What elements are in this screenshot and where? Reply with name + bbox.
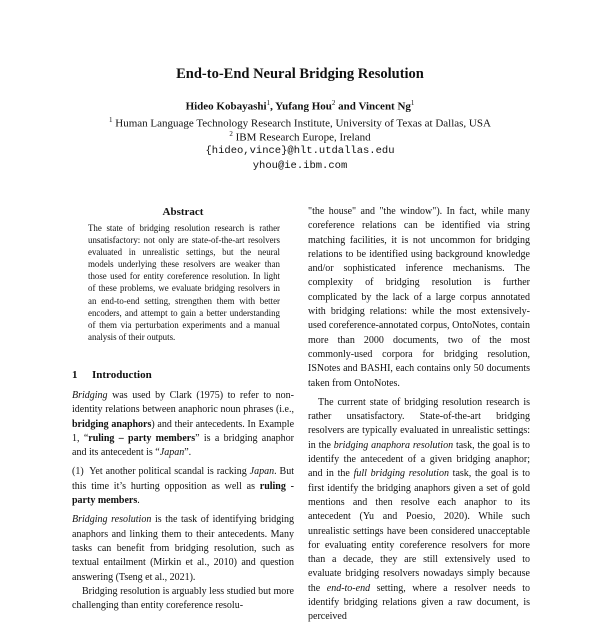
affil-mark: 2 xyxy=(229,130,233,138)
paper-title: End-to-End Neural Bridging Resolution xyxy=(176,66,424,82)
affil-mark: 1 xyxy=(109,116,113,124)
section-heading-introduction xyxy=(72,369,152,381)
term-italic: full bridging resolution xyxy=(353,468,449,480)
abstract-body: The state of bridging resolution research is rather unsatisfactory: not only are state-of-the-art resolvers evaluated in unrealistic settings, but the neural models underlying these resolvers are weaker than those used for entity coreference resolution. In light of these problems, we evaluate bridging resolvers in an end-to-end setting, strengthen them with better encoders, and attempt to gain a better understanding of them via perturbation experiments and a manual analysis of their outputs. xyxy=(88,223,280,342)
author-name: Vincent Ng xyxy=(358,100,411,113)
author-separator: and xyxy=(335,100,359,113)
text-run: ”. xyxy=(184,447,192,459)
intro-paragraph-3: Bridging resolution is arguably less studied but more challenging than entity coreference resolu- xyxy=(72,585,294,612)
term-italic: Bridging xyxy=(72,390,108,401)
example-label: (1) xyxy=(72,466,84,478)
affil-text: Human Language Technology Research Institute, University of Texas at Dallas, USA xyxy=(115,117,491,130)
text-run: Yet another political scandal is racking xyxy=(89,466,250,478)
author-affil-mark: 1 xyxy=(410,99,415,107)
author-name: Yufang Hou xyxy=(275,100,332,113)
intro-paragraph-2 xyxy=(72,513,294,584)
affiliation-1 xyxy=(0,116,600,130)
text-run: . But this time it’s hurting opposition as well as xyxy=(72,466,294,492)
term-bold: ruling - party members xyxy=(72,480,294,507)
author-affil-mark: 2 xyxy=(331,99,336,107)
text-run: . xyxy=(137,495,140,507)
term-italic: Japan xyxy=(249,466,275,478)
author-separator: , xyxy=(270,100,276,113)
term-italic: bridging anaphora resolution xyxy=(333,439,454,451)
section-title: Introduction xyxy=(92,369,152,381)
text-run: ) and their antecedents. In Example 1, “ xyxy=(72,418,295,444)
section-number: 1 xyxy=(72,369,78,381)
text-run: ” is a bridging anaphor and its antecedent is “ xyxy=(72,432,294,459)
right-paragraph-1: "the house" and "the window"). In fact, while many coreference relations can be identified via string matching facilities, it is not uncommon for bridging relations to be identified using background knowledge and/or sophisticated inference mechanisms. The complexity of bridging resolution is further complicated by the lack of a large corpus annotated with bridging relations: while the most extensively-used coreference-annotated corpus, OntoNotes, contain more than 2000 documents, two of the most commonly-used corpora for bridging resolution, ISNotes and BASHI, each contains only 50 documents taken from OntoNotes. xyxy=(308,206,530,389)
term-italic: Japan xyxy=(159,447,185,459)
author-affil-mark: 1 xyxy=(266,99,271,107)
affil-text: IBM Research Europe, Ireland xyxy=(235,131,371,144)
affiliation-2 xyxy=(0,130,600,144)
text-run: The current state of bridging resolution research is rather unsatisfactory. State-of-the-art bridging resolvers are typically evaluated in unrealistic settings: in the xyxy=(308,396,530,451)
term-bold: ruling – party members xyxy=(88,432,196,444)
right-paragraph-2 xyxy=(308,396,530,625)
author-list xyxy=(0,99,600,113)
text-run: was used by Clark (1975) to refer to non-identity relations between anaphoric noun phrases (i.e., xyxy=(72,390,294,416)
text-run: setting, where a resolver needs to identify bridging relations given a raw document, is perceived xyxy=(308,582,530,623)
left-column-text xyxy=(72,389,294,613)
example-1 xyxy=(72,465,294,508)
text-run: task, the goal is to first identify the bridging anaphors given a set of gold mentions and then resolve each anaphor to its antecedent (Yu and Poesio, 2020). While such unrealistic settings have been considered unacceptable for evaluating entity coreference resolvers for more than a decade, they are still extensively used to evaluate bridging resolvers nowadays simply because the xyxy=(308,468,530,594)
term-italic: Bridging resolution xyxy=(72,514,152,526)
email-2[interactable]: yhou@ie.ibm.com xyxy=(252,160,348,172)
email-1[interactable]: {hideo,vince}@hlt.utdallas.edu xyxy=(205,145,395,157)
right-column-text xyxy=(308,205,530,625)
author-name: Hideo Kobayashi xyxy=(185,100,267,113)
term-italic: end-to-end xyxy=(326,582,371,594)
abstract-heading: Abstract xyxy=(162,206,204,218)
intro-paragraph-1 xyxy=(72,389,294,460)
text-run: is the task of identifying bridging anaphors and linking them to their antecedents. Many tasks can benefit from bridging resolution, such as textual entailment (Mirkin et al., 2010) and question answering (Tseng et al., 2021). xyxy=(72,514,294,583)
term-bold: bridging anaphors xyxy=(72,418,152,430)
text-run: task, the goal is to identify the antecedent of a given bridging anaphor; and in the xyxy=(308,439,530,480)
